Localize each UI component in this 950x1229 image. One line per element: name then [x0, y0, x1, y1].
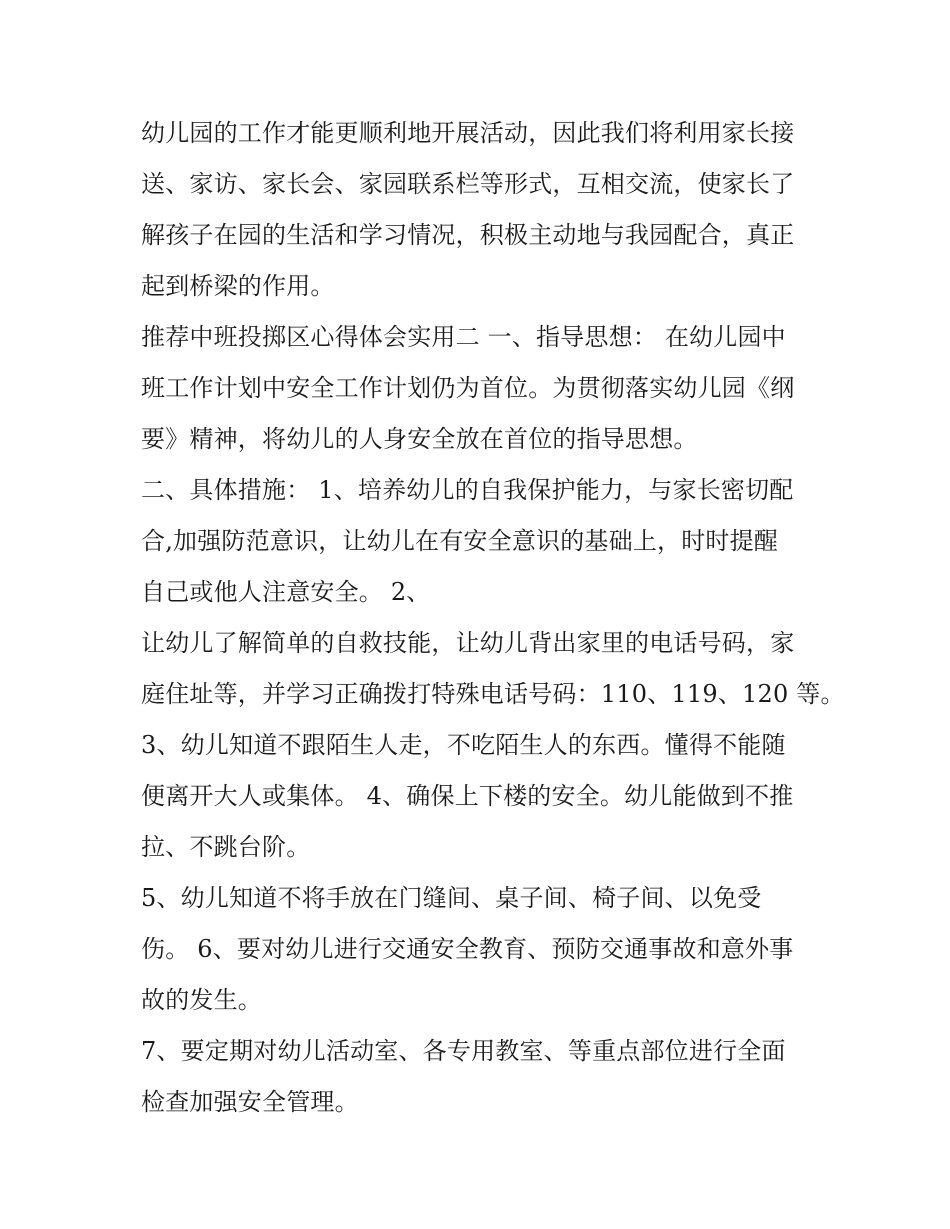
text-line: 伤。 6、要对幼儿进行交通安全教育、预防交通事故和意外事: [141, 935, 794, 963]
text-line: 故的发生。: [141, 986, 262, 1014]
text-line: 幼儿园的工作才能更顺利地开展活动，因此我们将利用家长接: [141, 119, 795, 147]
paragraph-7: [141, 1026, 821, 1128]
text-line: 自己或他人注意安全。 2、: [141, 578, 431, 606]
text-line: 二、具体措施： 1、培养幼儿的自我保护能力，与家长密切配: [141, 476, 794, 504]
text-line: 班工作计划中安全工作计划仍为首位。为贯彻落实幼儿园《纲: [141, 374, 795, 402]
text-line: 解孩子在园的生活和学习情况，积极主动地与我园配合，真正: [141, 221, 795, 249]
text-line: 送、家访、家长会、家园联系栏等形式，互相交流，使家长了: [141, 170, 795, 198]
paragraph-1: [141, 108, 821, 312]
text-line: 庭住址等，并学习正确拨打特殊电话号码：110、119、120 等。: [141, 680, 845, 708]
text-line: 拉、不跳台阶。: [141, 833, 311, 861]
paragraph-3: [141, 465, 821, 618]
text-line: 5、幼儿知道不将手放在门缝间、桌子间、椅子间、以免受: [141, 884, 762, 912]
paragraph-5: [141, 720, 821, 873]
text-line: 要》精神，将幼儿的人身安全放在首位的指导思想。: [141, 425, 698, 453]
text-line: 推荐中班投掷区心得体会实用二 一、指导思想： 在幼儿园中: [141, 323, 786, 351]
text-line: 7、要定期对幼儿活动室、各专用教室、等重点部位进行全面: [141, 1037, 786, 1065]
paragraph-4: [141, 618, 845, 720]
text-line: 3、幼儿知道不跟陌生人走，不吃陌生人的东西。懂得不能随: [141, 731, 786, 759]
paragraph-2: [141, 312, 821, 465]
text-line: 起到桥梁的作用。: [141, 272, 335, 300]
text-line: 检查加强安全管理。: [141, 1088, 359, 1116]
text-line: 让幼儿了解简单的自救技能，让幼儿背出家里的电话号码，家: [141, 629, 795, 657]
text-line: 合,加强防范意识，让幼儿在有安全意识的基础上，时时提醒: [141, 527, 779, 555]
text-line: 便离开大人或集体。 4、确保上下楼的安全。幼儿能做到不推: [141, 782, 794, 810]
paragraph-6: [141, 873, 821, 1026]
document-body: [141, 108, 845, 1128]
